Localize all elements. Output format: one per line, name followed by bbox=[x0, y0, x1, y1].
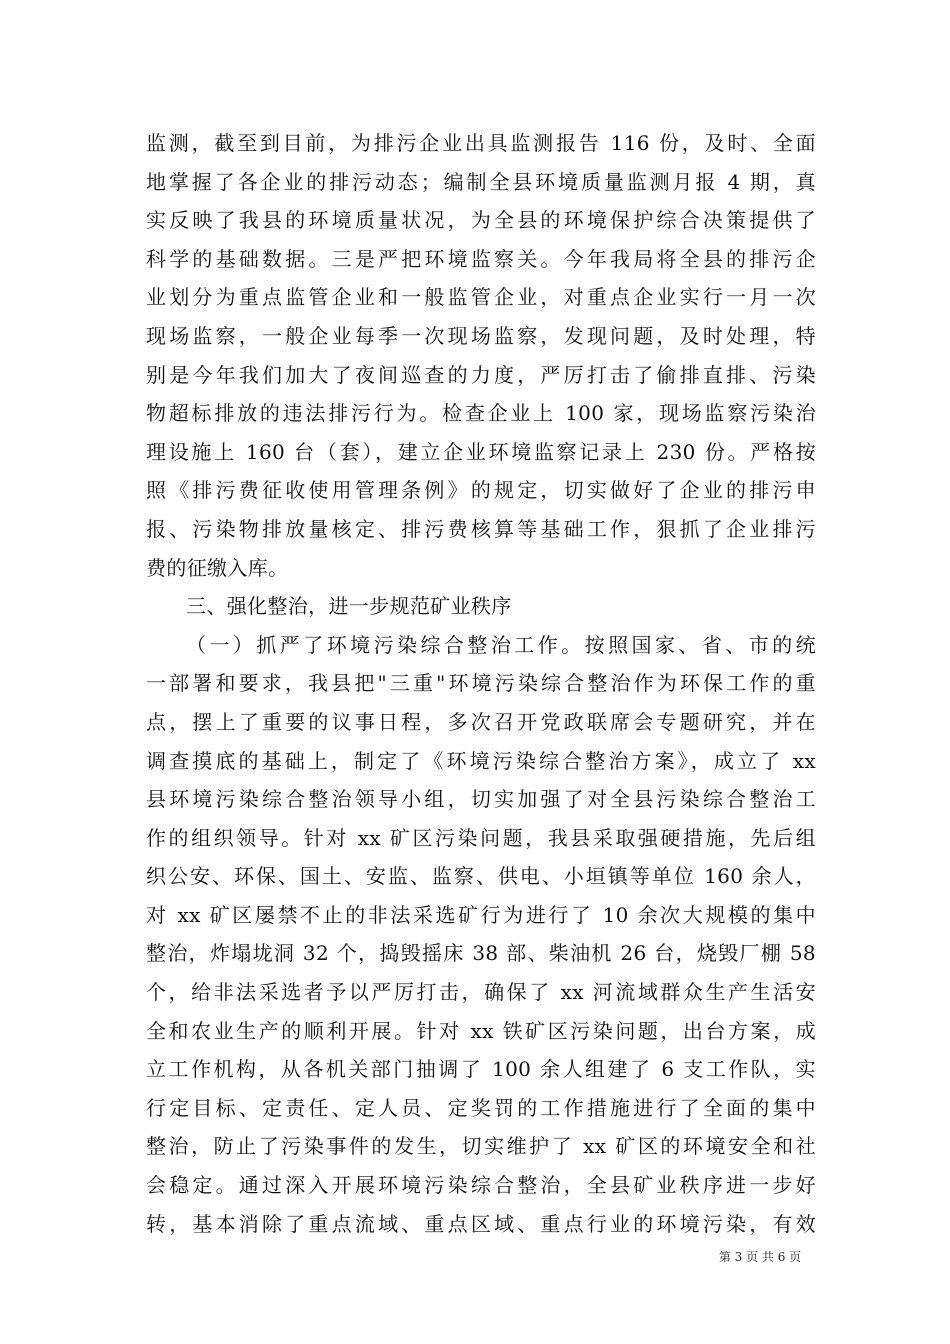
text-line: 别是今年我们加大了夜间巡查的力度，严厉打击了偷排直排、污染 bbox=[146, 362, 816, 387]
text-line: 行定目标、定责任、定人员、定奖罚的工作措施进行了全面的集中 bbox=[146, 1095, 816, 1120]
text-line: 业划分为重点监管企业和一般监管企业，对重点企业实行一月一次 bbox=[146, 285, 816, 310]
text-line: 会稳定。通过深入开展环境污染综合整治，全县矿业秩序进一步好 bbox=[146, 1173, 816, 1198]
text-line: 整治，炸塌垅洞 32 个，捣毁摇床 38 部、柴油机 26 台，烧毁厂棚 58 bbox=[146, 941, 816, 966]
page-number: 第 3 页 共 6 页 bbox=[718, 1250, 802, 1264]
text-line: 理设施上 160 台（套），建立企业环境监察记录上 230 份。严格按 bbox=[146, 439, 816, 464]
text-line: 现场监察，一般企业每季一次现场监察，发现问题，及时处理，特 bbox=[146, 323, 816, 348]
section-heading: 三、强化整治，进一步规范矿业秩序 bbox=[186, 594, 512, 619]
text-line: 整治，防止了污染事件的发生，切实维护了 xx 矿区的环境安全和社 bbox=[146, 1134, 816, 1159]
text-line: 监测，截至到目前，为排污企业出具监测报告 116 份，及时、全面 bbox=[146, 131, 816, 155]
text-line: 实反映了我县的环境质量状况，为全县的环境保护综合决策提供了 bbox=[146, 208, 816, 233]
text-line: 科学的基础数据。三是严把环境监察关。今年我局将全县的排污企 bbox=[146, 246, 816, 271]
text-line: 照《排污费征收使用管理条例》的规定，切实做好了企业的排污申 bbox=[146, 478, 816, 503]
text-line: 织公安、环保、国土、安监、监察、供电、小垣镇等单位 160 余人， bbox=[146, 864, 816, 889]
text-line: 转，基本消除了重点流域、重点区域、重点行业的环境污染，有效 bbox=[146, 1211, 816, 1236]
text-line: 全和农业生产的顺利开展。针对 xx 铁矿区污染问题，出台方案，成 bbox=[146, 1018, 816, 1043]
text-line: 物超标排放的违法排污行为。检查企业上 100 家，现场监察污染治 bbox=[146, 401, 816, 426]
text-line: 一部署和要求，我县把"三重"环境污染综合整治作为环保工作的重 bbox=[146, 671, 816, 696]
text-line: 费的征缴入库。 bbox=[146, 555, 289, 580]
text-line: 立工作机构，从各机关部门抽调了 100 余人组建了 6 支工作队，实 bbox=[146, 1057, 816, 1082]
text-line: 地掌握了各企业的排污动态；编制全县环境质量监测月报 4 期，真 bbox=[146, 169, 816, 194]
text-line: 个，给非法采选者予以严厉打击，确保了 xx 河流域群众生产生活安 bbox=[146, 980, 816, 1005]
text-line: 报、污染物排放量核定、排污费核算等基础工作，狠抓了企业排污 bbox=[146, 516, 816, 541]
text-line: （一）抓严了环境污染综合整治工作。按照国家、省、市的统 bbox=[186, 632, 816, 657]
text-line: 点，摆上了重要的议事日程，多次召开党政联席会专题研究，并在 bbox=[146, 709, 816, 734]
text-line: 作的组织领导。针对 xx 矿区污染问题，我县采取强硬措施，先后组 bbox=[146, 825, 816, 850]
text-line: 县环境污染综合整治领导小组，切实加强了对全县污染综合整治工 bbox=[146, 787, 816, 812]
body-text bbox=[146, 124, 816, 1243]
text-line: 调查摸底的基础上，制定了《环境污染综合整治方案》，成立了 xx bbox=[146, 748, 816, 773]
text-line: 对 xx 矿区屡禁不止的非法采选矿行为进行了 10 余次大规模的集中 bbox=[146, 902, 816, 927]
